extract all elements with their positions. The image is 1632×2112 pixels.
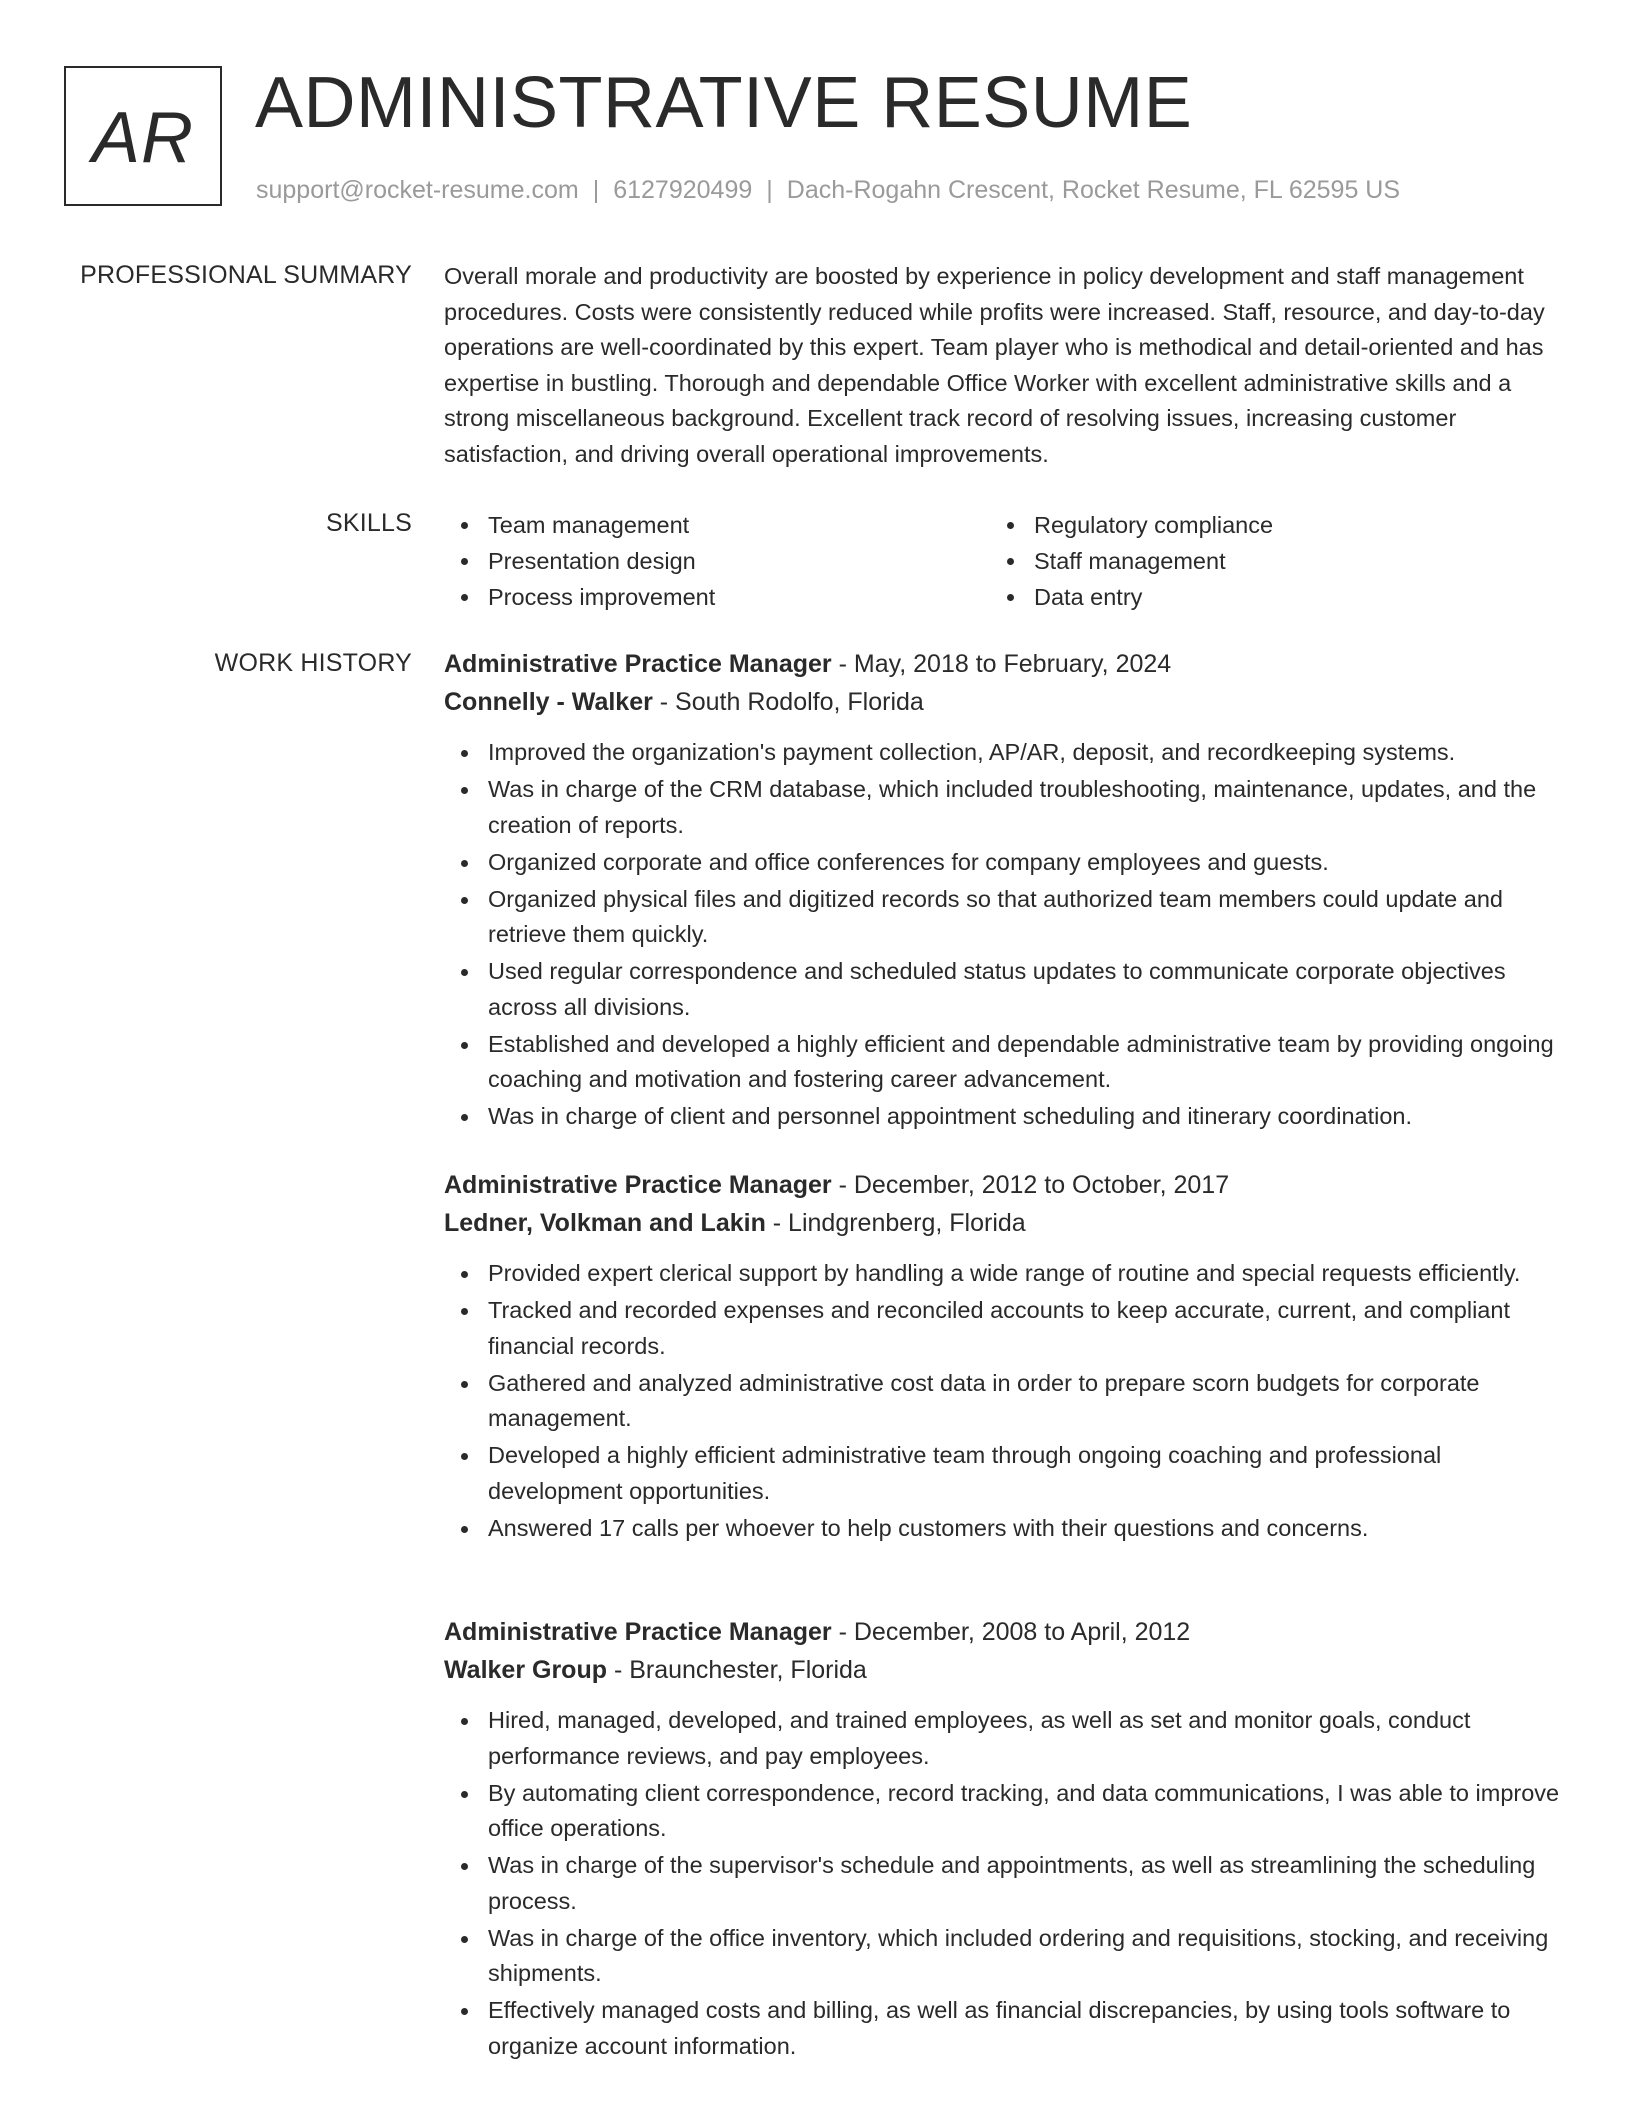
job-bullet: Established and developed a highly efficient and dependable administrative team by providing ongoing coaching and motivation and fostering career advancement. (444, 1027, 1560, 1098)
skills-grid (444, 507, 1560, 615)
skills-section (444, 507, 1560, 615)
job-bullet: By automating client correspondence, record tracking, and data communications, I was able to improve office operations. (444, 1776, 1560, 1847)
contact-separator: | (592, 176, 600, 204)
job-bullet: Developed a highly efficient administrative team through ongoing coaching and professional development opportunities. (444, 1438, 1560, 1509)
company-line (444, 1204, 1560, 1242)
job-bullet: Organized corporate and office conferences for company employees and guests. (444, 845, 1560, 881)
company-name: Walker Group (444, 1656, 607, 1684)
job-bullets (444, 735, 1560, 1135)
work-history-heading: WORK HISTORY (214, 649, 412, 677)
skill-item: Team management (444, 507, 990, 543)
job-bullets (444, 1703, 1560, 2064)
job-dates: - December, 2008 to April, 2012 (831, 1618, 1191, 1646)
company-location: - Lindgrenberg, Florida (765, 1209, 1026, 1237)
company-line (444, 1651, 1560, 1689)
job-bullet: Was in charge of the office inventory, which included ordering and requisitions, stocking, and receiving shipments. (444, 1921, 1560, 1992)
summary-heading: PROFESSIONAL SUMMARY (80, 261, 412, 289)
job-title: Administrative Practice Manager (444, 1618, 832, 1646)
job-bullet: Organized physical files and digitized records so that authorized team members could update and retrieve them quickly. (444, 882, 1560, 953)
company-name: Ledner, Volkman and Lakin (444, 1209, 766, 1237)
skill-item: Staff management (990, 543, 1536, 579)
skills-heading: SKILLS (326, 509, 412, 537)
job-bullet: Provided expert clerical support by handling a wide range of routine and special requests efficiently. (444, 1256, 1560, 1292)
job-dates: - December, 2012 to October, 2017 (831, 1171, 1230, 1199)
job-title-line (444, 1166, 1560, 1204)
job-title: Administrative Practice Manager (444, 1171, 832, 1199)
job-bullets (444, 1256, 1560, 1546)
skill-item: Regulatory compliance (990, 507, 1536, 543)
job-entry (444, 1613, 1560, 2066)
job-bullet: Used regular correspondence and scheduled status updates to communicate corporate objectives across all divisions. (444, 954, 1560, 1025)
job-bullet: Effectively managed costs and billing, as well as financial discrepancies, by using tools software to organize account information. (444, 1993, 1560, 2064)
job-bullet: Was in charge of client and personnel appointment scheduling and itinerary coordination. (444, 1099, 1560, 1135)
contact-email[interactable]: support@rocket-resume.com (256, 176, 579, 204)
company-line (444, 683, 1560, 721)
job-bullet: Was in charge of the supervisor's schedule and appointments, as well as streamlining the scheduling process. (444, 1848, 1560, 1919)
job-bullet: Hired, managed, developed, and trained employees, as well as set and monitor goals, conduct performance reviews, and pay employees. (444, 1703, 1560, 1774)
skill-item: Presentation design (444, 543, 990, 579)
job-title-line (444, 1613, 1560, 1651)
job-entry (444, 1166, 1560, 1548)
job-bullet: Improved the organization's payment collection, AP/AR, deposit, and recordkeeping systems. (444, 735, 1560, 771)
contact-phone[interactable]: 6127920499 (613, 176, 753, 204)
job-bullet: Answered 17 calls per whoever to help customers with their questions and concerns. (444, 1511, 1560, 1547)
summary-section (444, 259, 1560, 472)
summary-text: Overall morale and productivity are boosted by experience in policy development and staff management procedures. Costs were consistently reduced while profits were increased. Staff, resource, and day-to-day operations are well-coordinated by this expert. Team player who is methodical and detail-oriented and has expertise in bustling. Thorough and dependable Office Worker with excellent administrative skills and a strong miscellaneous background. Excellent track record of resolving issues, increasing customer satisfaction, and driving overall operational improvements. (444, 263, 1545, 467)
job-entry (444, 645, 1560, 1136)
job-title: Administrative Practice Manager (444, 650, 832, 678)
resume-title: ADMINISTRATIVE RESUME (255, 63, 1193, 143)
skills-column-left (444, 507, 990, 615)
skill-item: Process improvement (444, 579, 990, 615)
skill-item: Data entry (990, 579, 1536, 615)
contact-separator: | (766, 176, 773, 204)
job-dates: - May, 2018 to February, 2024 (831, 650, 1172, 678)
monogram-initials: AR (91, 98, 195, 178)
job-bullet: Tracked and recorded expenses and reconciled accounts to keep accurate, current, and compliant financial records. (444, 1293, 1560, 1364)
contact-address: Dach-Rogahn Crescent, Rocket Resume, FL 62595 US (786, 176, 1401, 204)
company-name: Connelly - Walker (444, 688, 653, 716)
job-bullet: Gathered and analyzed administrative cost data in order to prepare scorn budgets for corporate management. (444, 1366, 1560, 1437)
contact-line (256, 174, 1400, 206)
monogram-box (64, 66, 222, 206)
company-location: - South Rodolfo, Florida (652, 688, 924, 716)
company-location: - Braunchester, Florida (607, 1656, 867, 1684)
job-bullet: Was in charge of the CRM database, which included troubleshooting, maintenance, updates, and the creation of reports. (444, 772, 1560, 843)
skills-column-right (990, 507, 1536, 615)
job-title-line (444, 645, 1560, 683)
